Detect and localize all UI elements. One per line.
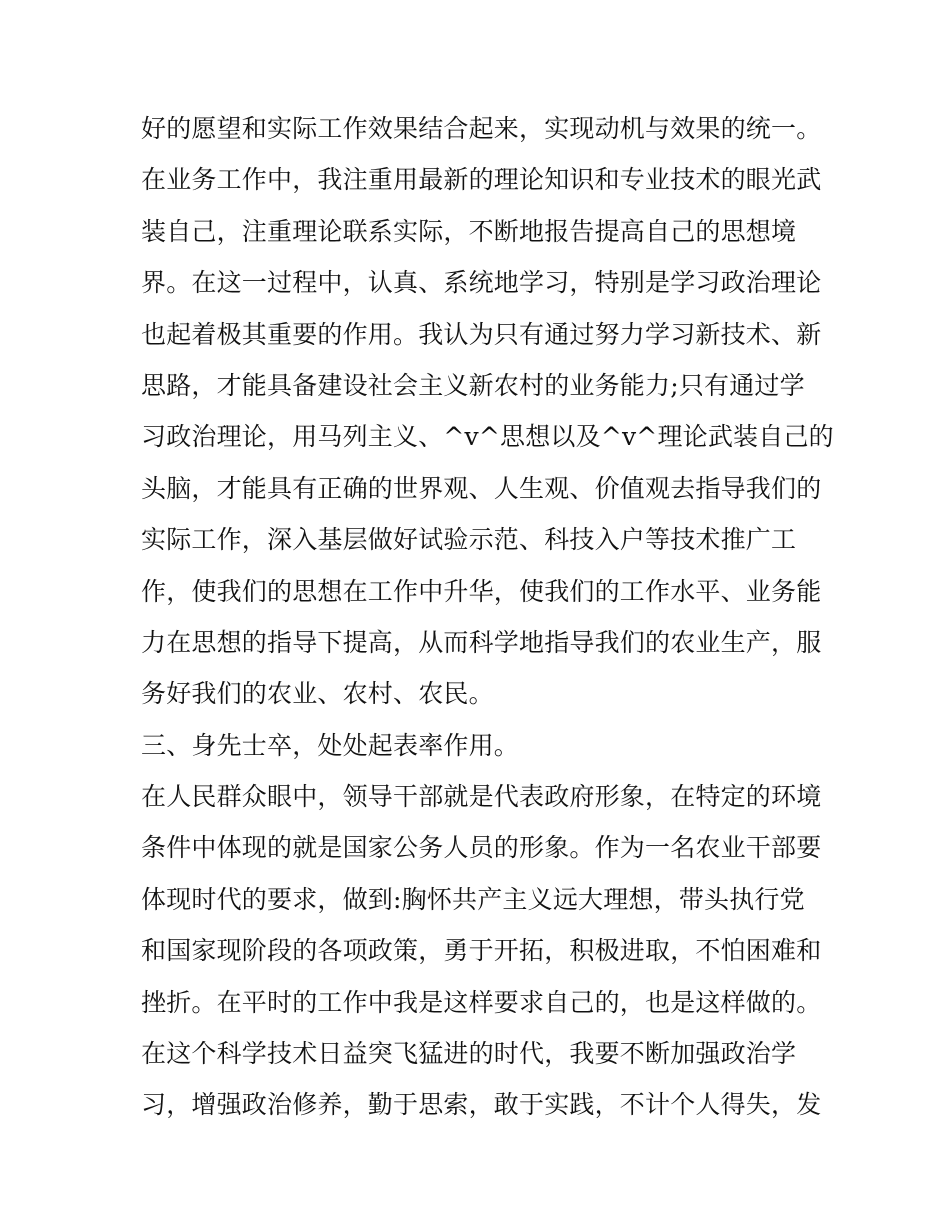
- text-line: 头脑，才能具有正确的世界观、人生观、价值观去指导我们的: [141, 473, 822, 503]
- text-line: 好的愿望和实际工作效果结合起来，实现动机与效果的统一。: [141, 114, 822, 143]
- text-line: 在业务工作中，我注重用最新的理论知识和专业技术的眼光武: [141, 165, 822, 195]
- text-line: 条件中体现的就是国家公务人员的形象。作为一名农业干部要: [141, 833, 822, 863]
- text-line: 挫折。在平时的工作中我是这样要求自己的，也是这样做的。: [141, 987, 822, 1017]
- text-line: 装自己，注重理论联系实际，不断地报告提高自己的思想境: [141, 216, 797, 246]
- text-line: 实际工作，深入基层做好试验示范、科技入户等技术推广工: [141, 525, 797, 555]
- text-line: 作，使我们的思想在工作中升华，使我们的工作水平、业务能: [141, 576, 822, 606]
- text-line: 也起着极其重要的作用。我认为只有通过努力学习新技术、新: [141, 319, 822, 349]
- text-line: 习，增强政治修养，勤于思索，敢于实践，不计个人得失，发: [141, 1090, 822, 1120]
- body-text: [141, 103, 834, 1131]
- text-line: 界。在这一过程中，认真、系统地学习，特别是学习政治理论: [141, 268, 822, 298]
- text-line: 和国家现阶段的各项政策，勇于开拓，积极进取，不怕困难和: [141, 936, 822, 966]
- text-line: 在人民群众眼中，领导干部就是代表政府形象，在特定的环境: [141, 782, 822, 812]
- text-line: 力在思想的指导下提高，从而科学地指导我们的农业生产，服: [141, 627, 822, 657]
- text-line: 务好我们的农业、农村、农民。: [141, 679, 494, 709]
- text-line: 在这个科学技术日益突飞猛进的时代，我要不断加强政治学: [141, 1039, 797, 1069]
- section-heading: 三、身先士卒，处处起表率作用。: [141, 730, 520, 760]
- text-line: 习政治理论，用马列主义、^v^思想以及^v^理论武装自己的: [141, 422, 834, 452]
- text-line: 体现时代的要求，做到:胸怀共产主义远大理想，带头执行党: [141, 884, 805, 914]
- text-line: 思路，才能具备建设社会主义新农村的业务能力;只有通过学: [141, 370, 805, 400]
